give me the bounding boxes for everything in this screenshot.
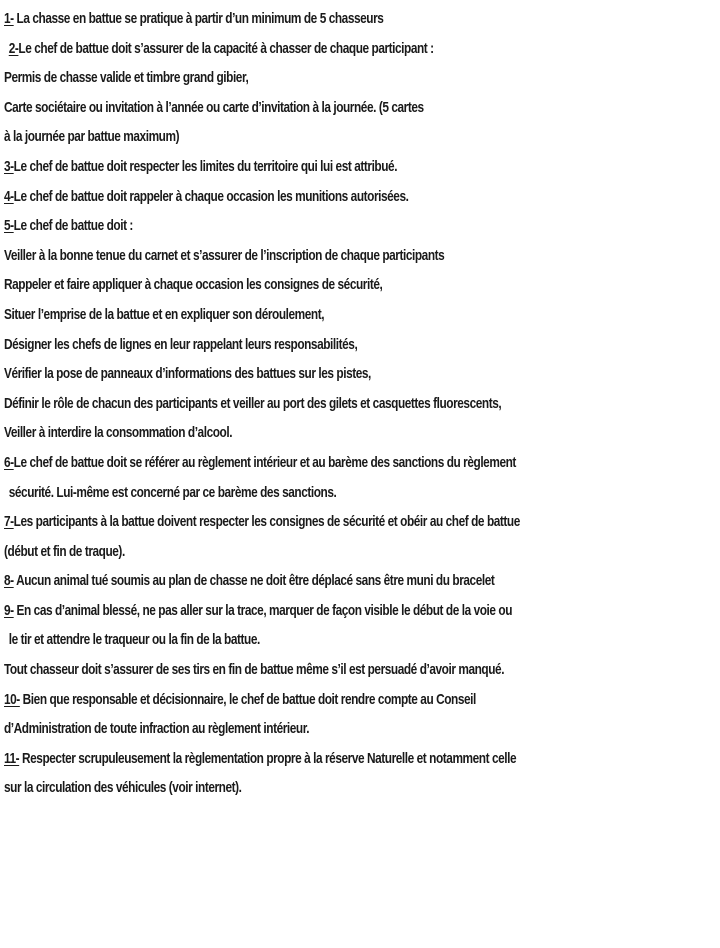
document-line: [4, 122, 566, 152]
rule-number: 3-: [4, 157, 14, 175]
rule-number: 1-: [4, 10, 14, 27]
document-line: [4, 596, 566, 626]
document-line: [4, 359, 566, 389]
document-line: [4, 714, 566, 744]
rule-text: Respecter scrupuleusement la règlementation propre à la réserve Naturelle et notamment celle: [19, 749, 517, 767]
rules-document: [4, 4, 716, 803]
rule-text: Désigner les chefs de lignes en leur rappelant leurs responsabilités,: [4, 335, 358, 353]
document-line: [4, 448, 566, 478]
rule-text: En cas d’animal blessé, ne pas aller sur la trace, marquer de façon visible le début de la voie ou: [13, 601, 513, 619]
document-line: [4, 270, 566, 300]
document-line: [4, 478, 566, 508]
document-line: [4, 34, 566, 64]
rule-text: Définir le rôle de chacun des participants et veiller au port des gilets et casquettes fluorescents,: [4, 394, 502, 412]
rule-text: à la journée par battue maximum): [4, 128, 180, 146]
rule-number: 4-: [4, 187, 14, 205]
rule-number: 7-: [4, 513, 14, 531]
rule-number: 9-: [4, 601, 14, 619]
rule-text: Rappeler et faire appliquer à chaque occasion les consignes de sécurité,: [4, 276, 383, 294]
rule-text: Permis de chasse valide et timbre grand gibier,: [4, 69, 249, 87]
rule-number: 5-: [4, 217, 14, 235]
document-line: [4, 773, 566, 803]
rule-number: 6-: [4, 453, 14, 471]
document-line: [4, 537, 566, 567]
document-line: [4, 211, 566, 241]
rule-text: Situer l’emprise de la battue et en expliquer son déroulement,: [4, 305, 325, 323]
document-line: [4, 300, 566, 330]
rule-text: Le chef de battue doit :: [13, 217, 133, 235]
document-line: [4, 418, 566, 448]
rule-text: La chasse en battue se pratique à partir d’un minimum de 5 chasseurs: [13, 10, 384, 27]
document-line: [4, 566, 566, 596]
rule-text: Le chef de battue doit s’assurer de la capacité à chasser de chaque participant :: [18, 39, 434, 57]
rule-text: sécurité. Lui-même est concerné par ce barème des sanctions.: [8, 483, 337, 501]
rule-text: le tir et attendre le traqueur ou la fin de la battue.: [8, 631, 260, 649]
rule-text: Vérifier la pose de panneaux d’informations des battues sur les pistes,: [4, 365, 371, 383]
document-line: [4, 685, 566, 715]
rule-text: Aucun animal tué soumis au plan de chasse ne doit être déplacé sans être muni du bracelet: [13, 572, 495, 590]
rule-text: Bien que responsable et décisionnaire, le chef de battue doit rendre compte au Conseil: [19, 690, 476, 708]
rule-text: Carte sociétaire ou invitation à l’année ou carte d’invitation à la journée. (5 cartes: [4, 98, 424, 116]
rule-number: 2-: [8, 39, 19, 57]
rule-text: (début et fin de traque).: [4, 542, 125, 560]
rule-text: Le chef de battue doit respecter les limites du territoire qui lui est attribué.: [13, 157, 398, 175]
rule-number: 8-: [4, 572, 14, 590]
rule-text: Tout chasseur doit s’assurer de ses tirs en fin de battue même s’il est persuadé d’avoir manqué.: [4, 661, 505, 679]
document-line: [4, 330, 566, 360]
rule-text: Veiller à la bonne tenue du carnet et s’assurer de l’inscription de chaque participants: [4, 246, 445, 264]
rule-text: d’Administration de toute infraction au règlement intérieur.: [4, 720, 310, 738]
document-line: [4, 625, 566, 655]
rule-number: 10-: [4, 690, 20, 708]
document-line: [4, 4, 566, 34]
rule-text: Veiller à interdire la consommation d’alcool.: [4, 424, 233, 442]
rule-text: Le chef de battue doit rappeler à chaque occasion les munitions autorisées.: [13, 187, 409, 205]
document-line: [4, 507, 566, 537]
document-line: [4, 389, 566, 419]
document-line: [4, 152, 566, 182]
rule-number: 11-: [4, 749, 20, 767]
rule-text: Le chef de battue doit se référer au règlement intérieur et au barème des sanctions du règlement: [13, 453, 516, 471]
rule-text: sur la circulation des véhicules (voir internet).: [4, 779, 242, 797]
document-line: [4, 63, 566, 93]
document-line: [4, 93, 566, 123]
document-line: [4, 744, 566, 774]
rule-text: Les participants à la battue doivent respecter les consignes de sécurité et obéir au chef de battue: [13, 513, 520, 531]
document-line: [4, 182, 566, 212]
document-line: [4, 241, 566, 271]
document-line: [4, 655, 566, 685]
